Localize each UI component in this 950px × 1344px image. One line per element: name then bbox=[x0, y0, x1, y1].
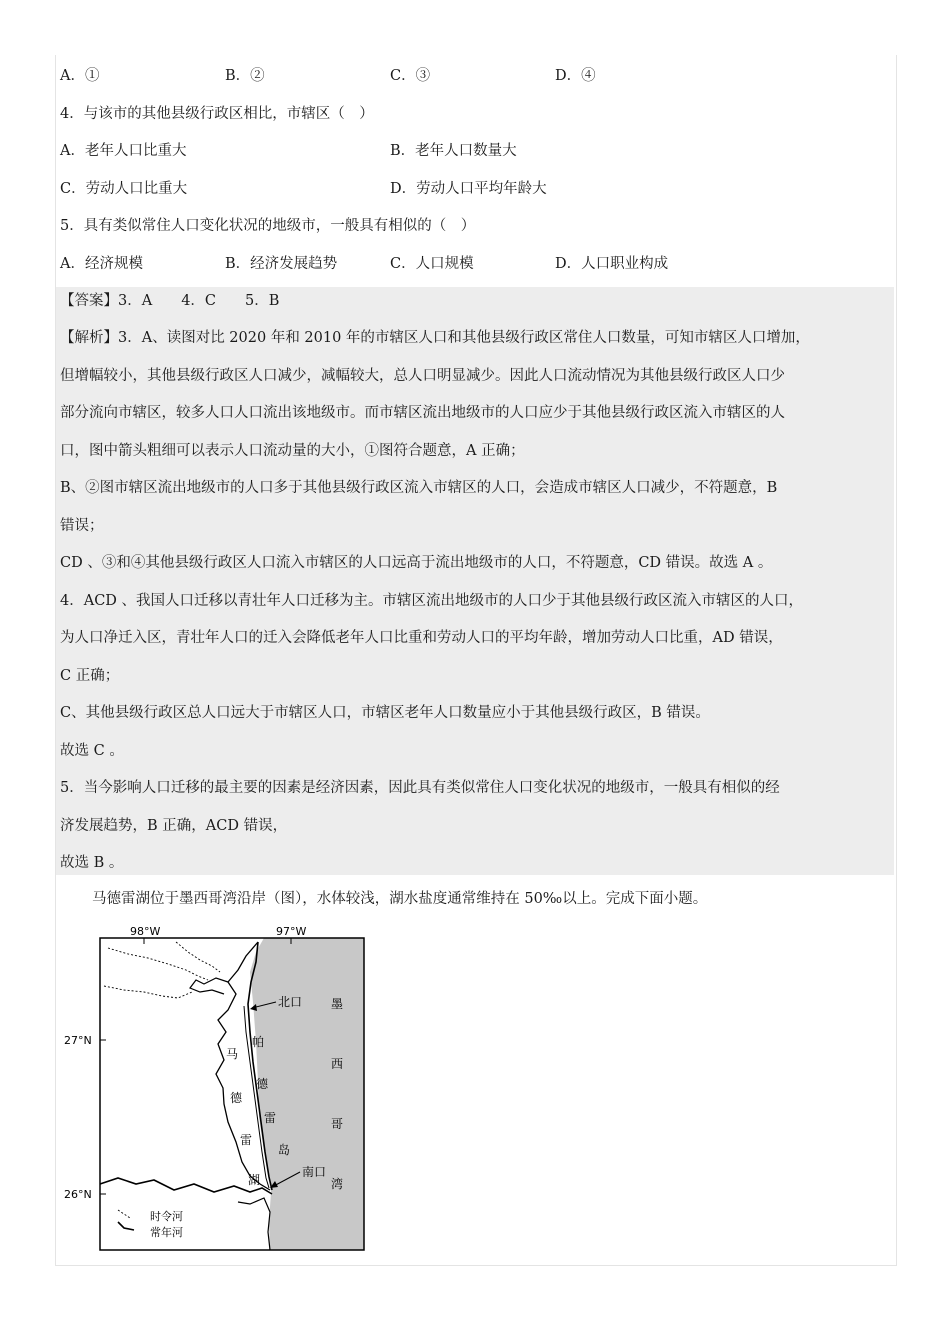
q3-option-c[interactable]: C．③ bbox=[390, 68, 431, 84]
analysis-line: B、②图市辖区流出地级市的人口多于其他县级行政区流入市辖区的人口，会造成市辖区人口减少，不符题意，B bbox=[60, 480, 778, 496]
legend-intermittent-symbol bbox=[118, 1210, 130, 1218]
analysis-line: 部分流向市辖区，较多人口人口流出该地级市。而市辖区流出地级市的人口应少于其他县级行政区流入市辖区的人 bbox=[60, 405, 785, 421]
analysis-line: 【解析】3．A、读图对比 2020 年和 2010 年的市辖区人口和其他县级行政区常住人口数量，可知市辖区人口增加， bbox=[60, 330, 810, 346]
analysis-line: 故选 C 。 bbox=[60, 743, 124, 759]
lon-label-98: 98°W bbox=[130, 925, 161, 938]
analysis-line: 错误； bbox=[60, 518, 104, 534]
q4-option-d[interactable]: D．劳动人口平均年龄大 bbox=[390, 181, 547, 197]
southern-coast bbox=[238, 1198, 270, 1250]
island-label-char: 德 bbox=[256, 1077, 269, 1091]
northern-bay bbox=[190, 978, 228, 994]
lat-label-26: 26°N bbox=[64, 1188, 92, 1201]
answer-line: 【答案】3．A 4．C 5．B bbox=[60, 293, 280, 309]
q4-option-a[interactable]: A．老年人口比重大 bbox=[60, 143, 187, 159]
gulf-label-char: 哥 bbox=[331, 1117, 344, 1131]
intermittent-river bbox=[108, 948, 208, 980]
south-inlet-label: 南口 bbox=[302, 1165, 327, 1179]
legend-perennial-label: 常年河 bbox=[150, 1226, 183, 1239]
lake-label-char: 湖 bbox=[248, 1173, 261, 1187]
lat-label-27: 27°N bbox=[64, 1034, 92, 1047]
analysis-line: 4．ACD 、我国人口迁移以青壮年人口迁移为主。市辖区流出地级市的人口少于其他县级行政区流入市辖区的人口， bbox=[60, 593, 804, 609]
intro-text: 马德雷湖位于墨西哥湾沿岸（图），水体较浅，湖水盐度通常维持在 50‰以上。完成下面小题。 bbox=[92, 891, 708, 907]
lon-label-97: 97°W bbox=[276, 925, 307, 938]
perennial-river bbox=[100, 1178, 272, 1194]
analysis-line: C 正确； bbox=[60, 668, 120, 684]
analysis-line: 5．当今影响人口迁移的最主要的因素是经济因素，因此具有类似常住人口变化状况的地级市，一般具有相似的经 bbox=[60, 780, 780, 796]
lake-label-char: 马 bbox=[226, 1047, 239, 1061]
intermittent-river bbox=[176, 942, 220, 972]
island-label-char: 岛 bbox=[278, 1143, 291, 1157]
q3-option-b[interactable]: B．② bbox=[225, 68, 265, 84]
intermittent-river bbox=[104, 986, 192, 998]
analysis-line: 口，图中箭头粗细可以表示人口流动量的大小，①图符合题意，A 正确； bbox=[60, 443, 525, 459]
legend-intermittent-label: 时令河 bbox=[150, 1210, 183, 1223]
madre-lagoon-map bbox=[64, 922, 378, 1262]
gulf-label-char: 湾 bbox=[331, 1177, 344, 1191]
analysis-line: 为人口净迁入区，青壮年人口的迁入会降低老年人口比重和劳动人口的平均年龄，增加劳动人口比重，AD 错误， bbox=[60, 630, 783, 646]
q5-option-b[interactable]: B．经济发展趋势 bbox=[225, 256, 338, 272]
analysis-line: 但增幅较小，其他县级行政区人口减少，减幅较大，总人口明显减少。因此人口流动情况为其他县级行政区人口少 bbox=[60, 368, 785, 384]
q3-option-a[interactable]: A．① bbox=[60, 68, 100, 84]
gulf-water bbox=[250, 938, 364, 1250]
gulf-label-char: 西 bbox=[331, 1057, 344, 1071]
legend-perennial-symbol bbox=[118, 1222, 134, 1230]
q4-stem: 4．与该市的其他县级行政区相比，市辖区（ ） bbox=[60, 106, 374, 122]
lake-label-char: 德 bbox=[230, 1091, 243, 1105]
analysis-line: CD 、③和④其他县级行政区人口流入市辖区的人口远高于流出地级市的人口，不符题意，CD 错误。故选 A 。 bbox=[60, 555, 773, 571]
island-label-char: 雷 bbox=[264, 1111, 277, 1125]
gulf-label-char: 墨 bbox=[331, 997, 344, 1011]
q5-option-c[interactable]: C．人口规模 bbox=[390, 256, 474, 272]
analysis-line: C、其他县级行政区总人口远大于市辖区人口，市辖区老年人口数量应小于其他县级行政区，B 错误。 bbox=[60, 705, 710, 721]
analysis-line: 济发展趋势，B 正确，ACD 错误， bbox=[60, 818, 288, 834]
q3-option-d[interactable]: D．④ bbox=[555, 68, 596, 84]
q4-option-c[interactable]: C．劳动人口比重大 bbox=[60, 181, 188, 197]
q5-stem: 5．具有类似常住人口变化状况的地级市，一般具有相似的（ ） bbox=[60, 218, 476, 234]
lake-label-char: 雷 bbox=[240, 1133, 253, 1147]
q5-option-a[interactable]: A．经济规模 bbox=[60, 256, 143, 272]
island-label-char: 帕 bbox=[252, 1035, 265, 1049]
q5-option-d[interactable]: D．人口职业构成 bbox=[555, 256, 669, 272]
analysis-line: 故选 B 。 bbox=[60, 855, 124, 871]
q4-option-b[interactable]: B．老年人口数量大 bbox=[390, 143, 517, 159]
north-inlet-label: 北口 bbox=[278, 995, 303, 1009]
